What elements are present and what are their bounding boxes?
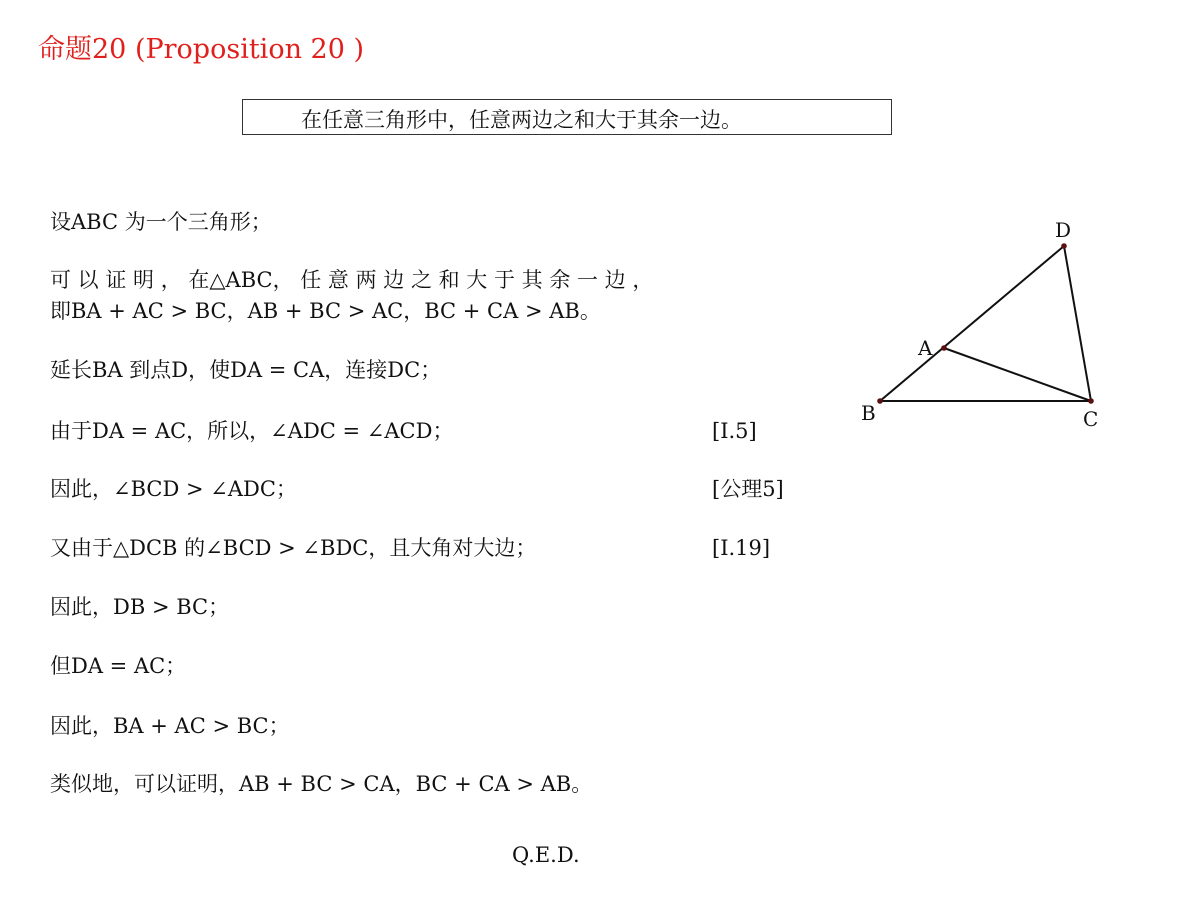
proposition-title: 命题20 (Proposition 20 ) [38, 34, 365, 65]
proof-line: 因此，DB > BC； [50, 595, 230, 619]
proof-reference: [公理5] [712, 477, 784, 501]
point-a [941, 345, 947, 351]
point-c [1088, 398, 1094, 404]
proposition-statement: 在任意三角形中，任意两边之和大于其余一边。 [301, 108, 742, 132]
label-d: D [1055, 218, 1072, 242]
label-b: B [861, 401, 876, 425]
proof-line: 因此，BA + AC > BC； [50, 714, 290, 738]
segment-bd [880, 246, 1064, 401]
proof-line: 可 以 证 明 ， 在△ABC， 任 意 两 边 之 和 大 于 其 余 一 边 ， [50, 268, 654, 292]
proof-line: 延长BA 到点D，使DA = CA，连接DC； [50, 358, 442, 382]
segment-ac [944, 348, 1091, 401]
proof-line: 设ABC 为一个三角形； [50, 210, 272, 234]
segment-dc [1064, 246, 1091, 401]
proof-line: 又由于△DCB 的∠BCD > ∠BDC，且大角对大边； [50, 536, 537, 560]
qed-mark: Q.E.D. [512, 843, 580, 867]
triangle-figure [850, 210, 1120, 440]
proof-line: 即BA + AC > BC，AB + BC > AC，BC + CA > AB。 [50, 299, 601, 323]
point-b [877, 398, 883, 404]
label-a: A [918, 336, 933, 360]
proposition-statement-box [242, 99, 892, 135]
proof-line: 但DA = AC； [50, 654, 187, 678]
label-c: C [1083, 407, 1099, 431]
proof-reference: [I.19] [712, 536, 771, 560]
proof-line: 因此，∠BCD > ∠ADC； [50, 477, 297, 501]
proof-line: 由于DA = AC，所以，∠ADC = ∠ACD； [50, 419, 454, 443]
point-d [1061, 243, 1067, 249]
proof-reference: [I.5] [712, 419, 757, 443]
proof-line: 类似地，可以证明，AB + BC > CA，BC + CA > AB。 [50, 772, 593, 796]
